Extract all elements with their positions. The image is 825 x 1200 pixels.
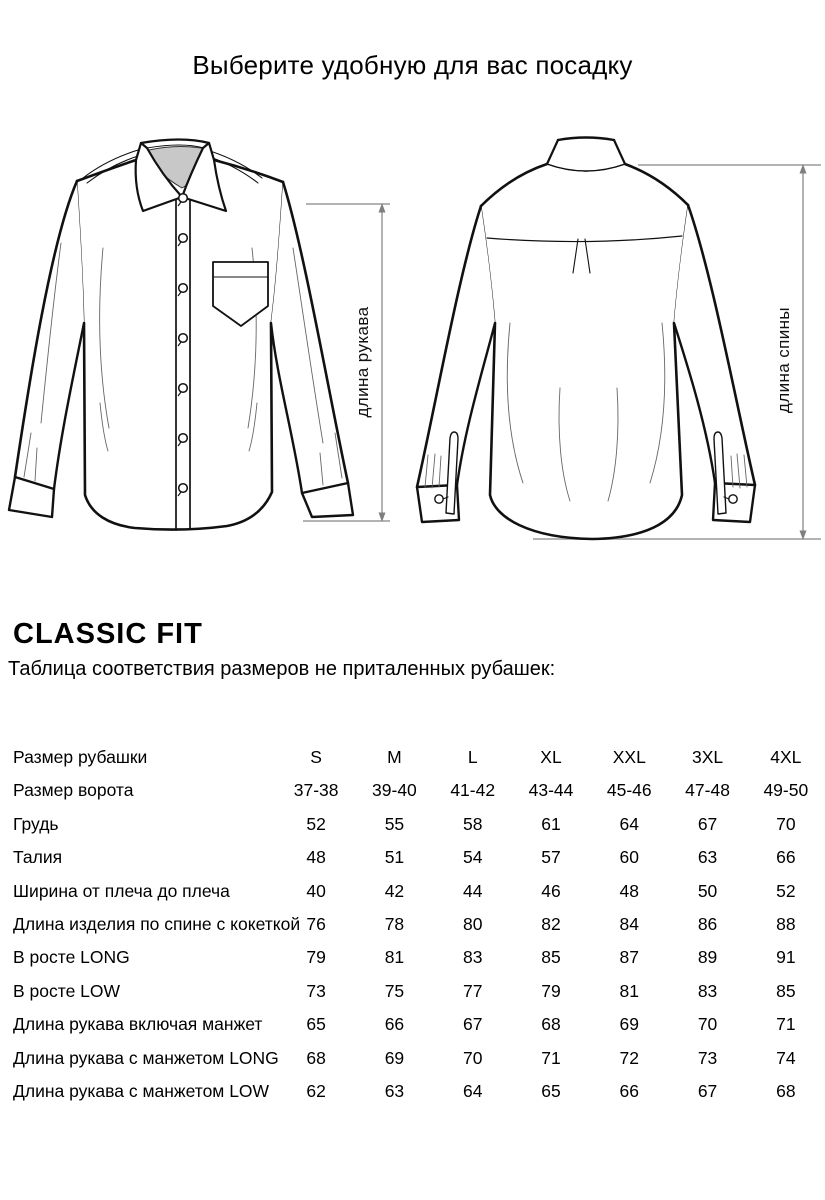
measurement-value: 67	[697, 1081, 718, 1102]
measurement-value: 68	[776, 1081, 796, 1102]
size-column-header: XL	[540, 747, 562, 767]
measurement-value: 73	[697, 1047, 718, 1068]
measurement-value: 62	[306, 1081, 326, 1102]
measurement-value: 63	[697, 847, 718, 868]
measurement-value: 72	[619, 1047, 640, 1068]
right-cuff-button	[729, 495, 737, 503]
measurement-value: 85	[776, 980, 796, 1001]
measurement-value: 88	[776, 914, 796, 935]
sleeve-length-label: длина рукава	[353, 306, 372, 418]
measurement-value: 64	[462, 1081, 483, 1102]
measurement-value: 85	[541, 947, 561, 968]
measurement-value: 74	[776, 1047, 796, 1068]
left-cuff-button	[435, 495, 443, 503]
measurement-value: 69	[384, 1047, 405, 1068]
measurement-value: 82	[541, 914, 561, 935]
measurement-value: 65	[541, 1081, 561, 1102]
measurement-value: 58	[462, 813, 483, 834]
measurement-value: 80	[462, 914, 483, 935]
size-column-header: XXL	[612, 747, 646, 767]
measurement-value: 83	[462, 947, 483, 968]
page-title: Выберите удобную для вас посадку	[192, 50, 633, 80]
measurement-value: 71	[541, 1047, 561, 1068]
measurement-value: 48	[306, 847, 326, 868]
measurement-value: 61	[541, 813, 561, 834]
shirt-back-drawing	[410, 133, 825, 548]
measurement-value: 67	[462, 1014, 483, 1035]
measurement-value: 69	[619, 1014, 640, 1035]
size-column-header: 3XL	[691, 747, 724, 767]
measurement-value: 50	[697, 880, 718, 901]
measurement-value: 67	[697, 813, 718, 834]
size-column-header: S	[310, 747, 322, 767]
measurement-value: 65	[306, 1014, 326, 1035]
measurement-value: 68	[541, 1014, 561, 1035]
size-row-label: Размер рубашки	[13, 747, 148, 767]
measurement-value: 86	[697, 914, 718, 935]
measurement-value: 71	[776, 1014, 796, 1035]
measurement-value: 73	[306, 980, 326, 1001]
measurement-row-label: В росте LOW	[13, 980, 121, 1001]
size-column-header: 4XL	[770, 747, 802, 767]
measurement-value: 54	[462, 847, 483, 868]
measurement-row-label: Размер ворота	[13, 780, 134, 801]
back-length-label: длина спины	[774, 306, 793, 414]
shirt-front-drawing	[5, 133, 397, 548]
measurement-value: 45-46	[606, 780, 652, 801]
measurement-value: 64	[619, 813, 640, 834]
measurement-value: 49-50	[763, 780, 809, 801]
size-table	[13, 741, 825, 1108]
fit-heading: CLASSIC FIT	[13, 618, 203, 650]
size-column-header: L	[467, 747, 478, 767]
measurement-value: 68	[306, 1047, 326, 1068]
measurement-row-label: Длина рукава с манжетом LOW	[13, 1081, 270, 1102]
measurement-row-label: В росте LONG	[13, 947, 130, 968]
measurement-value: 57	[541, 847, 561, 868]
measurement-value: 77	[462, 980, 483, 1001]
measurement-row-label: Длина изделия по спине с кокеткой	[13, 914, 301, 935]
measurement-row-label: Длина рукава включая манжет	[13, 1014, 263, 1035]
measurement-value: 46	[541, 880, 561, 901]
measurement-row-label: Ширина от плеча до плеча	[13, 880, 230, 901]
measurement-value: 76	[306, 914, 326, 935]
measurement-value: 87	[619, 947, 640, 968]
measurement-value: 66	[619, 1081, 640, 1102]
measurement-value: 70	[697, 1014, 718, 1035]
measurement-value: 79	[541, 980, 561, 1001]
measurement-value: 52	[776, 880, 796, 901]
measurement-row-label: Длина рукава с манжетом LONG	[13, 1047, 279, 1068]
measurement-value: 42	[384, 880, 405, 901]
measurement-value: 51	[384, 847, 405, 868]
measurement-value: 47-48	[685, 780, 730, 801]
measurement-value: 63	[384, 1081, 405, 1102]
measurement-row-label: Талия	[13, 847, 63, 868]
measurement-value: 83	[697, 980, 718, 1001]
measurement-value: 81	[384, 947, 405, 968]
measurement-value: 44	[462, 880, 483, 901]
measurement-value: 75	[384, 980, 405, 1001]
measurement-value: 81	[619, 980, 640, 1001]
measurement-value: 55	[384, 813, 405, 834]
measurement-value: 40	[306, 880, 326, 901]
measurement-value: 43-44	[528, 780, 574, 801]
measurement-value: 70	[462, 1047, 483, 1068]
measurement-value: 66	[384, 1014, 405, 1035]
measurement-value: 60	[619, 847, 640, 868]
back-collar	[547, 138, 625, 172]
measurement-value: 91	[776, 947, 796, 968]
measurement-value: 79	[306, 947, 326, 968]
measurement-row-label: Грудь	[13, 813, 59, 834]
measurement-value: 66	[776, 847, 796, 868]
measurement-value: 52	[306, 813, 326, 834]
measurement-value: 70	[776, 813, 796, 834]
measurement-value: 41-42	[450, 780, 496, 801]
measurement-value: 84	[619, 914, 640, 935]
measurement-value: 89	[697, 947, 718, 968]
shirt-back-outline	[417, 164, 755, 539]
table-subtitle: Таблица соответствия размеров не приталенных рубашек:	[8, 658, 556, 680]
measurement-value: 37-38	[293, 780, 339, 801]
size-column-header: M	[387, 747, 402, 767]
measurement-value: 78	[384, 914, 405, 935]
measurement-value: 48	[619, 880, 640, 901]
measurement-value: 39-40	[372, 780, 417, 801]
